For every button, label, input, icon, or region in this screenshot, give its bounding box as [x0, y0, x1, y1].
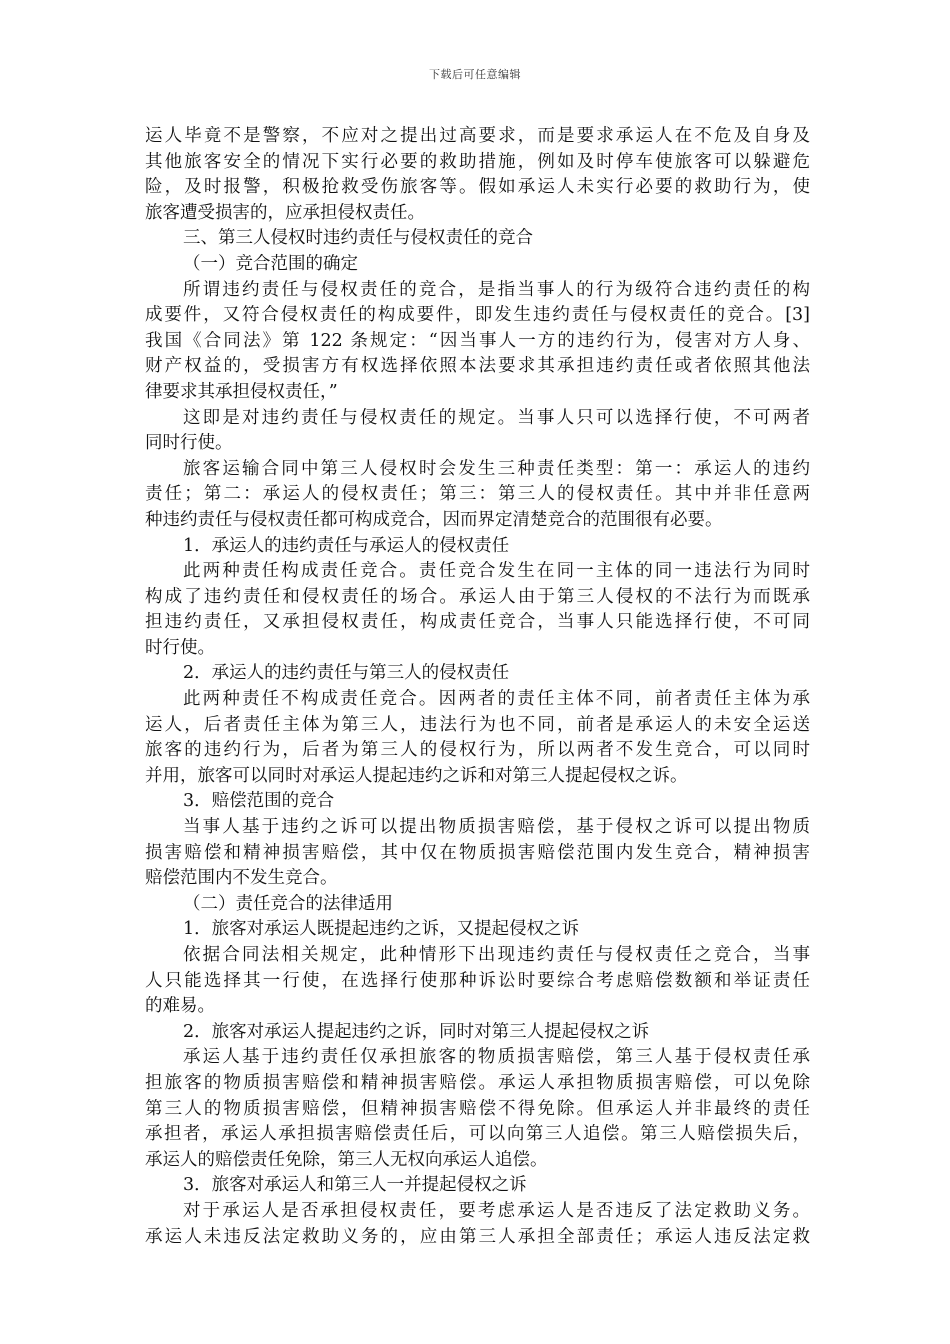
text-line: 同时行使。	[145, 433, 233, 454]
text-line: 3．赔偿范围的竞合	[183, 791, 335, 812]
text-line: 所谓违约责任与侵权责任的竞合，是指当事人的行为级符合违约责任的构	[183, 279, 810, 300]
text-line: 其他旅客安全的情况下实行必要的救助措施，例如及时停车使旅客可以躲避危	[145, 151, 810, 172]
text-line: 种违约责任与侵权责任都可构成竞合，因而界定清楚竞合的范围很有必要。	[145, 509, 723, 530]
text-line: 当事人基于违约之诉可以提出物质损害赔偿，基于侵权之诉可以提出物质	[183, 817, 810, 838]
text-line: 损害赔偿和精神损害赔偿，其中仅在物质损害赔偿范围内发生竞合，精神损害	[145, 842, 810, 863]
text-line: 依据合同法相关规定，此种情形下出现违约责任与侵权责任之竞合，当事	[183, 945, 810, 965]
text-line: （二）责任竞合的法律适用	[183, 893, 393, 914]
text-line: （一）竞合范围的确定	[183, 253, 358, 274]
text-line: 3．旅客对承运人和第三人一并提起侵权之诉	[183, 1175, 527, 1196]
text-line: 我国《合同法》第 122 条规定：“因当事人一方的违约行为，侵害对方人身、	[145, 330, 810, 351]
text-line: 旅客的违约行为，后者为第三人的侵权行为，所以两者不发生竞合，可以同时	[145, 740, 810, 761]
text-line: 承担者，承运人承担损害赔偿责任后，可以向第三人追偿。第三人赔偿损失后，	[145, 1124, 810, 1145]
text-line: 担旅客的物质损害赔偿和精神损害赔偿。承运人承担物质损害赔偿，可以免除	[145, 1072, 810, 1093]
text-line: 并用，旅客可以同时对承运人提起违约之诉和对第三人提起侵权之诉。	[145, 765, 688, 786]
text-line: 担违约责任，又承担侵权责任，构成责任竞合，当事人只能选择行使，不可同	[145, 612, 810, 633]
text-line: 财产权益的，受损害方有权选择依照本法要求其承担违约责任或者依照其他法	[145, 356, 810, 377]
text-line: 的难易。	[145, 996, 215, 1017]
text-line: 1．旅客对承运人既提起违约之诉，又提起侵权之诉	[183, 919, 580, 940]
text-line: 律要求其承担侵权责任，”	[145, 381, 338, 402]
text-line: 1．承运人的违约责任与承运人的侵权责任	[183, 535, 510, 556]
text-line: 承运人的赔偿责任免除，第三人无权向承运人追偿。	[145, 1149, 548, 1170]
text-line: 三、第三人侵权时违约责任与侵权责任的竞合	[183, 228, 533, 249]
page-header: 下载后可任意编辑	[429, 68, 521, 81]
text-line: 责任；第二：承运人的侵权责任；第三：第三人的侵权责任。其中并非任意两	[145, 484, 810, 505]
text-line: 第三人的物质损害赔偿，但精神损害赔偿不得免除。但承运人并非最终的责任	[145, 1098, 810, 1119]
text-line: 此两种责任构成责任竞合。责任竞合发生在同一主体的同一违法行为同时	[183, 561, 810, 582]
text-line: 运人毕竟不是警察，不应对之提出过高要求，而是要求承运人在不危及自身及	[145, 126, 810, 146]
text-line: 2．旅客对承运人提起违约之诉，同时对第三人提起侵权之诉	[183, 1021, 650, 1042]
text-line: 赔偿范围内不发生竞合。	[145, 868, 338, 889]
text-line: 对于承运人是否承担侵权责任，要考虑承运人是否违反了法定救助义务。	[183, 1200, 810, 1221]
text-line: 旅客遭受损害的，应承担侵权责任。	[145, 202, 425, 223]
text-line: 运人，后者责任主体为第三人，违法行为也不同，前者是承运人的未安全运送	[145, 714, 810, 735]
text-line: 2．承运人的违约责任与第三人的侵权责任	[183, 663, 510, 684]
text-line: 此两种责任不构成责任竞合。因两者的责任主体不同，前者责任主体为承	[183, 689, 810, 710]
text-line: 承运人基于违约责任仅承担旅客的物质损害赔偿，第三人基于侵权责任承	[183, 1047, 810, 1068]
text-line: 旅客运输合同中第三人侵权时会发生三种责任类型：第一：承运人的违约	[183, 458, 810, 479]
text-line: 这即是对违约责任与侵权责任的规定。当事人只可以选择行使，不可两者	[183, 407, 810, 428]
text-line: 人只能选择其一行使，在选择行使那种诉讼时要综合考虑赔偿数额和举证责任	[145, 970, 810, 991]
text-line: 时行使。	[145, 637, 215, 658]
text-line: 险，及时报警，积极抢救受伤旅客等。假如承运人未实行必要的救助行为，使	[145, 177, 810, 198]
text-line: 成要件，又符合侵权责任的构成要件，即发生违约责任与侵权责任的竞合。[3]	[145, 305, 810, 326]
text-line: 构成了违约责任和侵权责任的场合。承运人由于第三人侵权的不法行为而既承	[145, 586, 810, 607]
document-body	[145, 124, 810, 1250]
text-line: 承运人未违反法定救助义务的，应由第三人承担全部责任；承运人违反法定救	[145, 1226, 810, 1247]
